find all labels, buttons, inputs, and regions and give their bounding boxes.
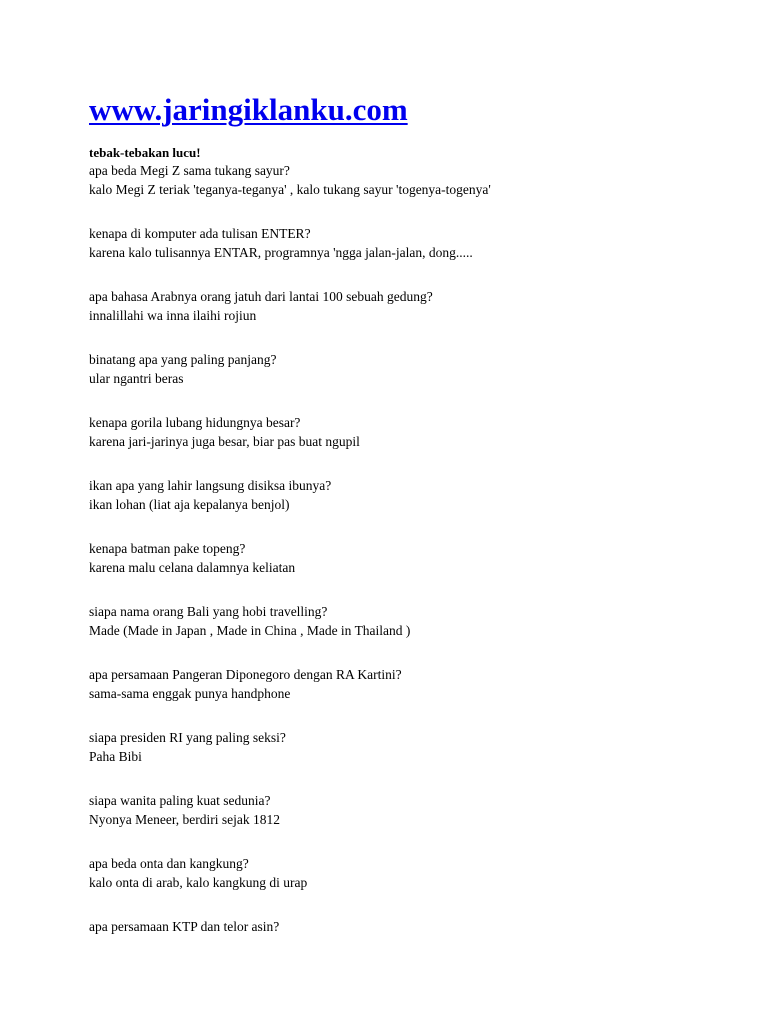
answer-text: sama-sama enggak punya handphone xyxy=(89,686,291,701)
question-text: siapa presiden RI yang paling seksi? xyxy=(89,730,286,745)
answer-text: ular ngantri beras xyxy=(89,371,184,386)
question-text: kenapa gorila lubang hidungnya besar? xyxy=(89,415,301,430)
answer-text: karena malu celana dalamnya keliatan xyxy=(89,560,296,575)
page-heading: tebak-tebakan lucu! xyxy=(89,145,201,160)
qa-item xyxy=(89,476,729,514)
question-text: apa beda onta dan kangkung? xyxy=(89,856,249,871)
qa-item xyxy=(89,287,729,325)
site-url-link[interactable]: www.jaringiklanku.com xyxy=(89,92,408,127)
answer-text: innalillahi wa inna ilaihi rojiun xyxy=(89,308,257,323)
question-text: apa beda Megi Z sama tukang sayur? xyxy=(89,163,290,178)
document-page xyxy=(89,92,729,961)
qa-item xyxy=(89,413,729,451)
answer-text: ikan lohan (liat aja kepalanya benjol) xyxy=(89,497,290,512)
qa-item xyxy=(89,791,729,829)
qa-item xyxy=(89,917,729,936)
question-text: apa persamaan Pangeran Diponegoro dengan RA Kartini? xyxy=(89,667,402,682)
qa-item xyxy=(89,539,729,577)
qa-item xyxy=(89,728,729,766)
answer-text: kalo onta di arab, kalo kangkung di urap xyxy=(89,875,308,890)
qa-item xyxy=(89,665,729,703)
qa-item xyxy=(89,161,729,199)
answer-text: kalo Megi Z teriak 'teganya-teganya' , kalo tukang sayur 'togenya-togenya' xyxy=(89,182,491,197)
question-text: kenapa batman pake topeng? xyxy=(89,541,246,556)
question-text: ikan apa yang lahir langsung disiksa ibunya? xyxy=(89,478,332,493)
answer-text: Nyonya Meneer, berdiri sejak 1812 xyxy=(89,812,281,827)
answer-text: Made (Made in Japan , Made in China , Made in Thailand ) xyxy=(89,623,411,638)
answer-text: Paha Bibi xyxy=(89,749,142,764)
answer-text: karena jari-jarinya juga besar, biar pas buat ngupil xyxy=(89,434,360,449)
qa-item xyxy=(89,224,729,262)
question-text: apa persamaan KTP dan telor asin? xyxy=(89,919,280,934)
qa-list xyxy=(89,161,729,936)
question-text: siapa nama orang Bali yang hobi travelling? xyxy=(89,604,328,619)
qa-item xyxy=(89,854,729,892)
qa-item xyxy=(89,602,729,640)
question-text: apa bahasa Arabnya orang jatuh dari lantai 100 sebuah gedung? xyxy=(89,289,433,304)
question-text: siapa wanita paling kuat sedunia? xyxy=(89,793,271,808)
question-text: binatang apa yang paling panjang? xyxy=(89,352,277,367)
question-text: kenapa di komputer ada tulisan ENTER? xyxy=(89,226,311,241)
qa-item xyxy=(89,350,729,388)
answer-text: karena kalo tulisannya ENTAR, programnya 'ngga jalan-jalan, dong..... xyxy=(89,245,473,260)
